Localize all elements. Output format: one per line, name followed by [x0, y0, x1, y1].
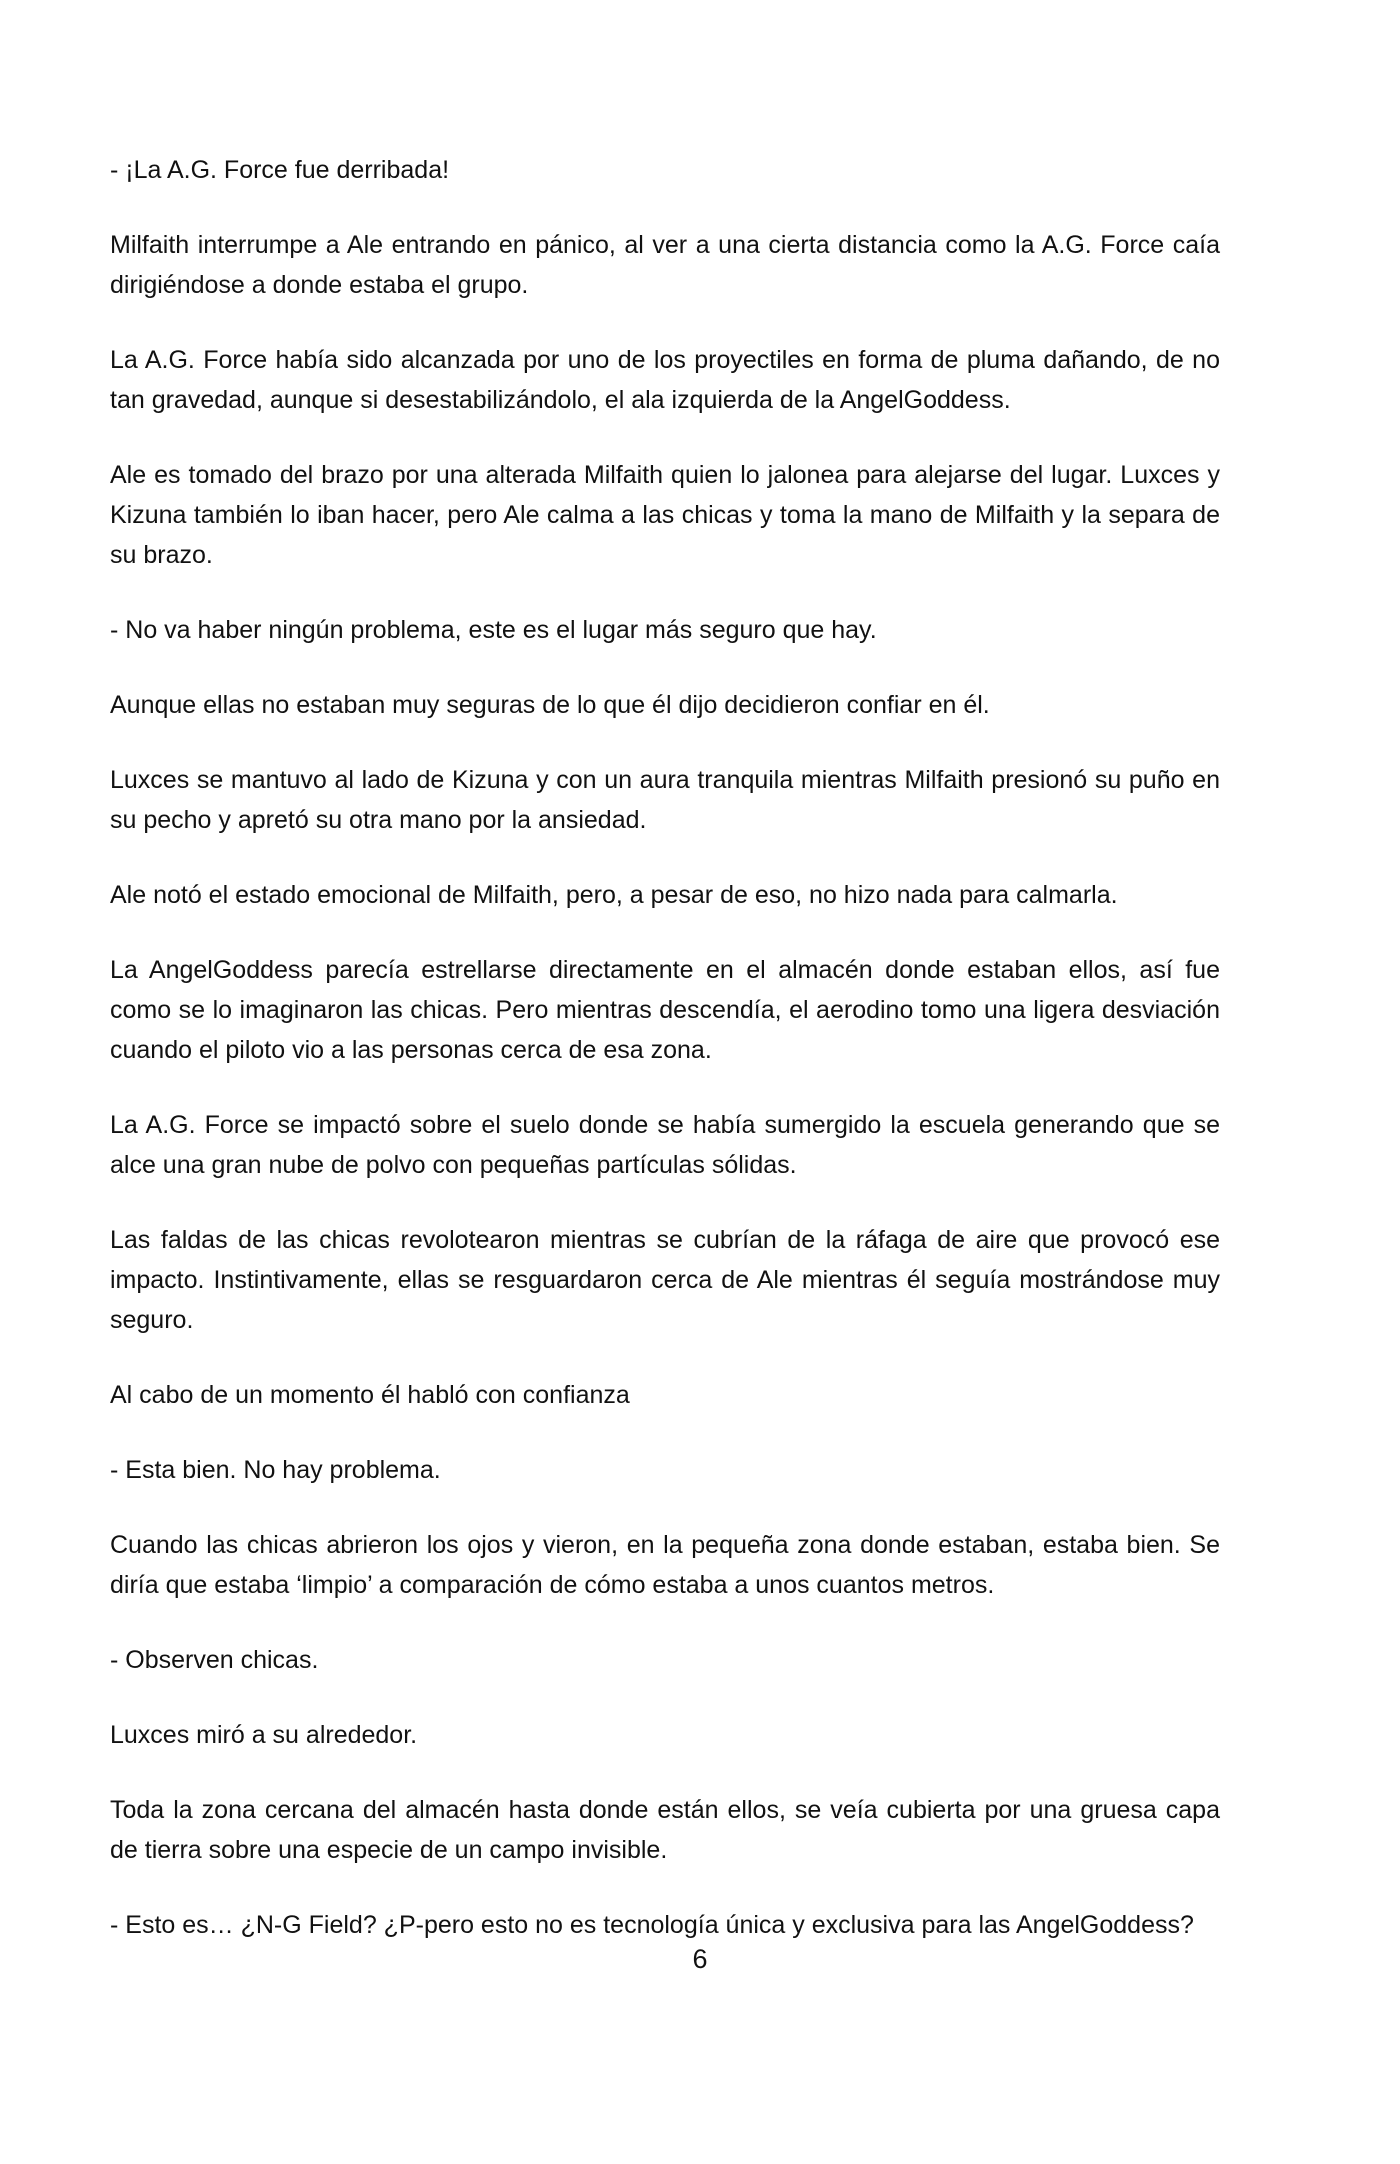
dialogue-paragraph: - Observen chicas. — [110, 1646, 319, 1674]
body-paragraph: La A.G. Force se impactó sobre el suelo donde se había sumergido la escuela generando que se alce una gran nube de polvo con pequeñas partículas sólidas. — [110, 1111, 1220, 1179]
body-paragraph: La AngelGoddess parecía estrellarse directamente en el almacén donde estaban ellos, así fue como se lo imaginaron las chicas. Pero mientras descendía, el aerodino tomo una ligera desviación cuando el piloto vio a las personas cerca de esa zona. — [110, 956, 1220, 1064]
dialogue-paragraph: - No va haber ningún problema, este es el lugar más seguro que hay. — [110, 616, 877, 644]
dialogue-paragraph: - ¡La A.G. Force fue derribada! — [110, 156, 450, 184]
body-paragraph: Las faldas de las chicas revolotearon mientras se cubrían de la ráfaga de aire que provocó ese impacto. Instintivamente, ellas se resguardaron cerca de Ale mientras él seguía mostrándose muy seguro. — [110, 1226, 1220, 1334]
body-paragraph: Toda la zona cercana del almacén hasta donde están ellos, se veía cubierta por una gruesa capa de tierra sobre una especie de un campo invisible. — [110, 1796, 1220, 1864]
body-paragraph: Luxces miró a su alrededor. — [110, 1721, 418, 1749]
body-paragraph: Ale notó el estado emocional de Milfaith, pero, a pesar de eso, no hizo nada para calmarla. — [110, 881, 1118, 909]
body-paragraph: La A.G. Force había sido alcanzada por uno de los proyectiles en forma de pluma dañando, de no tan gravedad, aunque si desestabilizándolo, el ala izquierda de la AngelGoddess. — [110, 346, 1220, 414]
dialogue-paragraph: - Esta bien. No hay problema. — [110, 1456, 441, 1484]
body-paragraph: Aunque ellas no estaban muy seguras de lo que él dijo decidieron confiar en él. — [110, 691, 990, 719]
page-number: 6 — [692, 1944, 708, 1974]
body-paragraph: Al cabo de un momento él habló con confianza — [110, 1381, 630, 1409]
body-paragraph: Ale es tomado del brazo por una alterada Milfaith quien lo jalonea para alejarse del lugar. Luxces y Kizuna también lo iban hacer, pero Ale calma a las chicas y toma la mano de Milfaith y la separa de su brazo. — [110, 461, 1220, 569]
body-paragraph: Milfaith interrumpe a Ale entrando en pánico, al ver a una cierta distancia como la A.G. Force caía dirigiéndose a donde estaba el grupo. — [110, 231, 1220, 299]
body-paragraph: Luxces se mantuvo al lado de Kizuna y con un aura tranquila mientras Milfaith presionó su puño en su pecho y apretó su otra mano por la ansiedad. — [110, 766, 1220, 834]
dialogue-paragraph: - Esto es… ¿N-G Field? ¿P-pero esto no es tecnología única y exclusiva para las AngelGoddess? — [110, 1911, 1194, 1939]
body-paragraph: Cuando las chicas abrieron los ojos y vieron, en la pequeña zona donde estaban, estaba bien. Se diría que estaba ‘limpio’ a comparación de cómo estaba a unos cuantos metros. — [110, 1531, 1220, 1599]
page-body — [110, 150, 1220, 1945]
